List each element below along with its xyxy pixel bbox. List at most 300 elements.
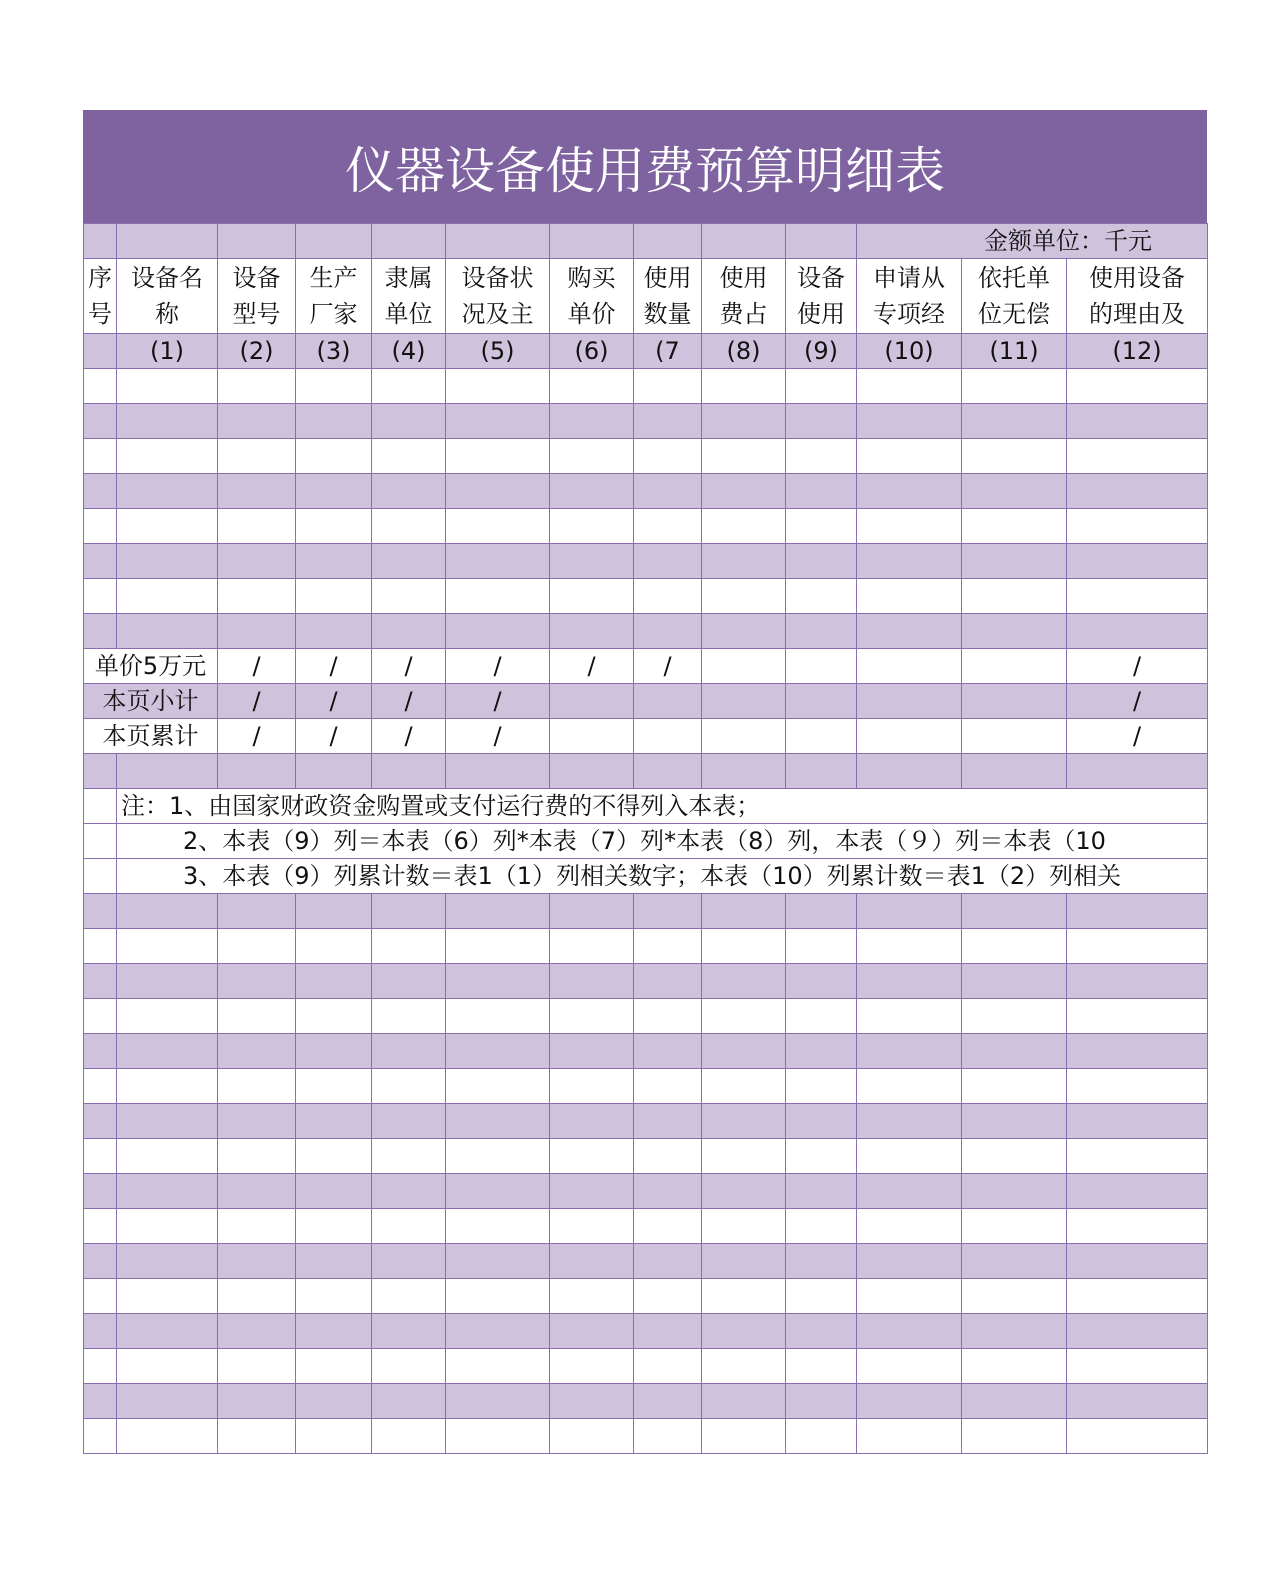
table-cell[interactable] [857, 1244, 962, 1279]
table-cell[interactable] [550, 894, 634, 929]
table-cell[interactable] [550, 404, 634, 439]
table-cell[interactable] [446, 474, 550, 509]
table-cell[interactable] [1067, 614, 1208, 649]
table-cell[interactable] [857, 964, 962, 999]
table-cell[interactable] [962, 1384, 1067, 1419]
table-cell[interactable] [372, 1349, 446, 1384]
table-cell[interactable] [634, 1174, 702, 1209]
column-header[interactable] [1067, 259, 1208, 334]
table-cell[interactable] [702, 1069, 786, 1104]
table-cell[interactable] [372, 754, 446, 789]
table-cell[interactable] [218, 1314, 296, 1349]
table-cell[interactable] [962, 999, 1067, 1034]
table-cell[interactable] [550, 754, 634, 789]
table-cell[interactable] [786, 439, 857, 474]
note-text[interactable]: 注：1、由国家财政资金购置或支付运行费的不得列入本表； [117, 789, 1208, 824]
table-cell[interactable] [550, 1384, 634, 1419]
table-cell[interactable] [218, 1279, 296, 1314]
table-cell[interactable] [857, 369, 962, 404]
table-cell[interactable] [702, 1139, 786, 1174]
summary-cell[interactable]: / [372, 719, 446, 754]
table-cell[interactable] [296, 1104, 372, 1139]
table-cell[interactable] [786, 964, 857, 999]
column-number[interactable]: (5) [446, 334, 550, 369]
table-cell[interactable] [857, 754, 962, 789]
table-cell[interactable] [857, 1209, 962, 1244]
table-cell[interactable] [702, 509, 786, 544]
table-cell[interactable] [117, 404, 218, 439]
column-number[interactable]: (1) [117, 334, 218, 369]
table-cell[interactable] [84, 1209, 117, 1244]
table-cell[interactable] [446, 1314, 550, 1349]
table-cell[interactable] [117, 1279, 218, 1314]
table-cell[interactable] [84, 579, 117, 614]
column-header[interactable] [84, 259, 117, 334]
table-cell[interactable] [84, 1244, 117, 1279]
table-cell[interactable] [962, 929, 1067, 964]
table-cell[interactable] [218, 1174, 296, 1209]
table-cell[interactable] [702, 999, 786, 1034]
table-cell[interactable] [446, 1419, 550, 1454]
table-cell[interactable] [1067, 369, 1208, 404]
table-cell[interactable] [296, 1034, 372, 1069]
table-cell[interactable] [84, 224, 117, 259]
table-cell[interactable] [702, 894, 786, 929]
table-cell[interactable] [550, 964, 634, 999]
table-cell[interactable] [702, 929, 786, 964]
table-cell[interactable] [634, 1244, 702, 1279]
table-cell[interactable] [446, 1384, 550, 1419]
table-cell[interactable] [372, 579, 446, 614]
table-cell[interactable] [296, 1314, 372, 1349]
table-cell[interactable] [1067, 404, 1208, 439]
table-cell[interactable] [84, 1139, 117, 1174]
column-header[interactable] [296, 259, 372, 334]
table-cell[interactable] [84, 824, 117, 859]
table-cell[interactable] [962, 404, 1067, 439]
table-cell[interactable] [218, 509, 296, 544]
table-cell[interactable] [702, 1419, 786, 1454]
table-cell[interactable] [296, 964, 372, 999]
column-header[interactable] [962, 259, 1067, 334]
summary-cell[interactable] [786, 649, 857, 684]
table-cell[interactable] [117, 1174, 218, 1209]
table-cell[interactable] [372, 509, 446, 544]
table-cell[interactable] [702, 544, 786, 579]
table-cell[interactable] [446, 964, 550, 999]
table-cell[interactable] [634, 474, 702, 509]
table-cell[interactable] [634, 964, 702, 999]
table-cell[interactable] [962, 1139, 1067, 1174]
table-cell[interactable] [786, 754, 857, 789]
table-cell[interactable] [550, 999, 634, 1034]
table-cell[interactable] [296, 439, 372, 474]
table-cell[interactable] [634, 224, 702, 259]
table-cell[interactable] [634, 1069, 702, 1104]
table-cell[interactable] [117, 544, 218, 579]
table-cell[interactable] [857, 1279, 962, 1314]
table-cell[interactable] [296, 1349, 372, 1384]
table-cell[interactable] [857, 929, 962, 964]
table-cell[interactable] [218, 1209, 296, 1244]
table-cell[interactable] [550, 1209, 634, 1244]
table-cell[interactable] [218, 369, 296, 404]
table-cell[interactable] [550, 509, 634, 544]
table-cell[interactable] [218, 1349, 296, 1384]
table-cell[interactable] [84, 1069, 117, 1104]
table-cell[interactable] [786, 1419, 857, 1454]
table-cell[interactable] [1067, 754, 1208, 789]
table-cell[interactable] [218, 894, 296, 929]
table-cell[interactable] [857, 1314, 962, 1349]
table-cell[interactable] [117, 1034, 218, 1069]
table-cell[interactable] [446, 1349, 550, 1384]
table-cell[interactable] [962, 544, 1067, 579]
table-cell[interactable] [702, 964, 786, 999]
table-cell[interactable] [446, 1104, 550, 1139]
table-cell[interactable] [962, 754, 1067, 789]
table-cell[interactable] [702, 1314, 786, 1349]
summary-cell[interactable]: / [1067, 719, 1208, 754]
table-cell[interactable] [786, 1069, 857, 1104]
table-cell[interactable] [84, 894, 117, 929]
column-number[interactable]: (10) [857, 334, 962, 369]
table-cell[interactable] [1067, 1174, 1208, 1209]
note-text[interactable]: 3、本表（9）列累计数＝表1（1）列相关数字；本表（10）列累计数＝表1（2）列相关 [117, 859, 1208, 894]
table-cell[interactable] [857, 999, 962, 1034]
table-cell[interactable] [117, 999, 218, 1034]
table-cell[interactable] [117, 579, 218, 614]
table-cell[interactable] [117, 1139, 218, 1174]
table-cell[interactable] [1067, 1034, 1208, 1069]
column-header[interactable] [550, 259, 634, 334]
table-cell[interactable] [372, 1244, 446, 1279]
table-cell[interactable] [117, 1244, 218, 1279]
table-cell[interactable] [857, 1139, 962, 1174]
table-cell[interactable] [857, 474, 962, 509]
table-cell[interactable] [962, 894, 1067, 929]
table-cell[interactable] [550, 439, 634, 474]
table-cell[interactable] [1067, 579, 1208, 614]
table-cell[interactable] [550, 474, 634, 509]
table-cell[interactable] [702, 224, 786, 259]
table-cell[interactable] [296, 1069, 372, 1104]
table-cell[interactable] [117, 474, 218, 509]
table-cell[interactable] [117, 1104, 218, 1139]
table-cell[interactable] [446, 544, 550, 579]
table-cell[interactable] [296, 1139, 372, 1174]
column-number[interactable]: (2) [218, 334, 296, 369]
table-cell[interactable] [786, 894, 857, 929]
table-cell[interactable] [962, 1314, 1067, 1349]
table-cell[interactable] [1067, 999, 1208, 1034]
table-cell[interactable] [218, 579, 296, 614]
table-cell[interactable] [446, 1174, 550, 1209]
table-cell[interactable] [117, 369, 218, 404]
table-cell[interactable] [702, 1244, 786, 1279]
table-cell[interactable] [296, 1279, 372, 1314]
table-cell[interactable] [962, 1104, 1067, 1139]
summary-cell[interactable]: / [446, 649, 550, 684]
table-cell[interactable] [962, 509, 1067, 544]
table-cell[interactable] [1067, 439, 1208, 474]
table-cell[interactable] [84, 509, 117, 544]
table-cell[interactable] [857, 439, 962, 474]
table-cell[interactable] [296, 614, 372, 649]
table-cell[interactable] [296, 1419, 372, 1454]
table-cell[interactable] [372, 1034, 446, 1069]
table-cell[interactable] [702, 474, 786, 509]
table-cell[interactable] [117, 1384, 218, 1419]
table-cell[interactable] [218, 439, 296, 474]
column-header[interactable] [117, 259, 218, 334]
table-cell[interactable] [634, 1349, 702, 1384]
table-cell[interactable] [857, 614, 962, 649]
table-cell[interactable] [296, 1384, 372, 1419]
table-cell[interactable] [634, 579, 702, 614]
table-cell[interactable] [786, 404, 857, 439]
unit-label[interactable]: 金额单位：千元 [857, 224, 1208, 259]
column-number[interactable]: (6) [550, 334, 634, 369]
table-cell[interactable] [372, 1384, 446, 1419]
table-cell[interactable] [117, 1069, 218, 1104]
table-cell[interactable] [218, 1419, 296, 1454]
column-header[interactable] [372, 259, 446, 334]
table-cell[interactable] [786, 544, 857, 579]
table-cell[interactable] [372, 1314, 446, 1349]
table-cell[interactable] [550, 1034, 634, 1069]
table-cell[interactable] [634, 614, 702, 649]
column-header[interactable] [702, 259, 786, 334]
table-cell[interactable] [857, 1069, 962, 1104]
table-cell[interactable] [117, 929, 218, 964]
table-cell[interactable] [634, 894, 702, 929]
table-cell[interactable] [372, 544, 446, 579]
table-cell[interactable] [296, 579, 372, 614]
column-number[interactable]: (12) [1067, 334, 1208, 369]
table-cell[interactable] [446, 754, 550, 789]
table-cell[interactable] [786, 1209, 857, 1244]
summary-cell[interactable] [634, 684, 702, 719]
table-cell[interactable] [84, 439, 117, 474]
table-cell[interactable] [372, 614, 446, 649]
column-number[interactable]: (8) [702, 334, 786, 369]
summary-cell[interactable] [786, 684, 857, 719]
table-cell[interactable] [786, 1174, 857, 1209]
table-cell[interactable] [962, 439, 1067, 474]
table-cell[interactable] [372, 404, 446, 439]
table-cell[interactable] [84, 1419, 117, 1454]
table-cell[interactable] [296, 544, 372, 579]
table-cell[interactable] [702, 1034, 786, 1069]
table-cell[interactable] [1067, 964, 1208, 999]
table-cell[interactable] [446, 404, 550, 439]
table-cell[interactable] [84, 859, 117, 894]
column-header[interactable] [786, 259, 857, 334]
table-cell[interactable] [702, 579, 786, 614]
table-cell[interactable] [446, 369, 550, 404]
table-cell[interactable] [1067, 544, 1208, 579]
table-cell[interactable] [117, 894, 218, 929]
table-cell[interactable] [786, 614, 857, 649]
table-cell[interactable] [84, 964, 117, 999]
table-cell[interactable] [84, 614, 117, 649]
table-cell[interactable] [634, 754, 702, 789]
table-cell[interactable] [702, 1209, 786, 1244]
table-cell[interactable] [446, 1139, 550, 1174]
table-cell[interactable] [962, 1069, 1067, 1104]
table-cell[interactable] [786, 509, 857, 544]
table-cell[interactable] [962, 1034, 1067, 1069]
table-cell[interactable] [84, 1384, 117, 1419]
table-cell[interactable] [218, 544, 296, 579]
table-cell[interactable] [84, 1349, 117, 1384]
table-cell[interactable] [786, 1384, 857, 1419]
summary-cell[interactable]: / [296, 649, 372, 684]
table-cell[interactable] [372, 894, 446, 929]
table-cell[interactable] [702, 439, 786, 474]
table-cell[interactable] [962, 1419, 1067, 1454]
table-cell[interactable] [857, 1419, 962, 1454]
table-cell[interactable] [702, 1279, 786, 1314]
table-cell[interactable] [218, 1034, 296, 1069]
table-cell[interactable] [372, 439, 446, 474]
table-cell[interactable] [296, 1209, 372, 1244]
table-cell[interactable] [550, 1174, 634, 1209]
table-cell[interactable] [634, 1279, 702, 1314]
table-cell[interactable] [372, 1279, 446, 1314]
table-cell[interactable] [218, 1384, 296, 1419]
table-cell[interactable] [857, 579, 962, 614]
table-cell[interactable] [372, 1209, 446, 1244]
table-cell[interactable] [550, 369, 634, 404]
table-cell[interactable] [296, 929, 372, 964]
column-number[interactable] [84, 334, 117, 369]
table-cell[interactable] [550, 929, 634, 964]
table-cell[interactable] [857, 1174, 962, 1209]
column-number[interactable]: (4) [372, 334, 446, 369]
table-cell[interactable] [857, 1104, 962, 1139]
table-cell[interactable] [372, 1174, 446, 1209]
table-cell[interactable] [634, 1034, 702, 1069]
table-cell[interactable] [550, 614, 634, 649]
table-cell[interactable] [962, 1349, 1067, 1384]
table-cell[interactable] [857, 1384, 962, 1419]
table-cell[interactable] [84, 754, 117, 789]
table-cell[interactable] [218, 754, 296, 789]
table-cell[interactable] [117, 439, 218, 474]
table-cell[interactable] [446, 1069, 550, 1104]
table-cell[interactable] [786, 474, 857, 509]
summary-cell[interactable]: / [372, 684, 446, 719]
table-cell[interactable] [702, 404, 786, 439]
table-cell[interactable] [786, 369, 857, 404]
table-cell[interactable] [857, 1349, 962, 1384]
table-cell[interactable] [634, 1104, 702, 1139]
summary-cell[interactable] [702, 684, 786, 719]
table-cell[interactable] [218, 1244, 296, 1279]
table-cell[interactable] [84, 929, 117, 964]
table-cell[interactable] [218, 614, 296, 649]
table-cell[interactable] [550, 1349, 634, 1384]
table-cell[interactable] [634, 1384, 702, 1419]
summary-cell[interactable]: / [550, 649, 634, 684]
summary-cell[interactable] [634, 719, 702, 754]
table-cell[interactable] [446, 999, 550, 1034]
table-cell[interactable] [1067, 474, 1208, 509]
table-cell[interactable] [702, 369, 786, 404]
table-cell[interactable] [634, 999, 702, 1034]
table-cell[interactable] [117, 614, 218, 649]
column-number[interactable]: (11) [962, 334, 1067, 369]
table-cell[interactable] [786, 1244, 857, 1279]
table-cell[interactable] [84, 1104, 117, 1139]
table-cell[interactable] [857, 894, 962, 929]
table-cell[interactable] [218, 224, 296, 259]
summary-cell[interactable]: / [296, 719, 372, 754]
table-cell[interactable] [550, 1069, 634, 1104]
table-cell[interactable] [1067, 1139, 1208, 1174]
table-cell[interactable] [962, 1174, 1067, 1209]
table-cell[interactable] [962, 964, 1067, 999]
table-cell[interactable] [84, 789, 117, 824]
table-cell[interactable] [786, 224, 857, 259]
table-cell[interactable] [550, 579, 634, 614]
table-cell[interactable] [786, 929, 857, 964]
table-cell[interactable] [550, 1244, 634, 1279]
summary-cell[interactable] [550, 719, 634, 754]
table-cell[interactable] [218, 1104, 296, 1139]
summary-cell[interactable] [702, 649, 786, 684]
table-cell[interactable] [634, 439, 702, 474]
column-header[interactable] [218, 259, 296, 334]
table-cell[interactable] [1067, 1244, 1208, 1279]
table-cell[interactable] [446, 1279, 550, 1314]
summary-cell[interactable]: / [1067, 684, 1208, 719]
table-cell[interactable] [857, 509, 962, 544]
table-cell[interactable] [786, 1034, 857, 1069]
table-cell[interactable] [702, 614, 786, 649]
table-cell[interactable] [786, 579, 857, 614]
table-cell[interactable] [218, 404, 296, 439]
table-cell[interactable] [786, 999, 857, 1034]
table-cell[interactable] [218, 1069, 296, 1104]
table-cell[interactable] [634, 929, 702, 964]
table-cell[interactable] [962, 1244, 1067, 1279]
table-cell[interactable] [446, 439, 550, 474]
summary-cell[interactable] [962, 649, 1067, 684]
table-cell[interactable] [296, 404, 372, 439]
table-cell[interactable] [117, 1209, 218, 1244]
table-cell[interactable] [372, 224, 446, 259]
table-cell[interactable] [218, 964, 296, 999]
table-cell[interactable] [296, 369, 372, 404]
table-cell[interactable] [296, 474, 372, 509]
table-cell[interactable] [372, 1069, 446, 1104]
table-cell[interactable] [962, 369, 1067, 404]
table-cell[interactable] [446, 224, 550, 259]
table-cell[interactable] [634, 1139, 702, 1174]
table-cell[interactable] [446, 614, 550, 649]
table-cell[interactable] [296, 509, 372, 544]
table-cell[interactable] [1067, 1209, 1208, 1244]
table-cell[interactable] [446, 1209, 550, 1244]
table-cell[interactable] [84, 1174, 117, 1209]
table-cell[interactable] [550, 1139, 634, 1174]
table-cell[interactable] [296, 1244, 372, 1279]
summary-cell[interactable] [702, 719, 786, 754]
column-number[interactable]: (7 [634, 334, 702, 369]
